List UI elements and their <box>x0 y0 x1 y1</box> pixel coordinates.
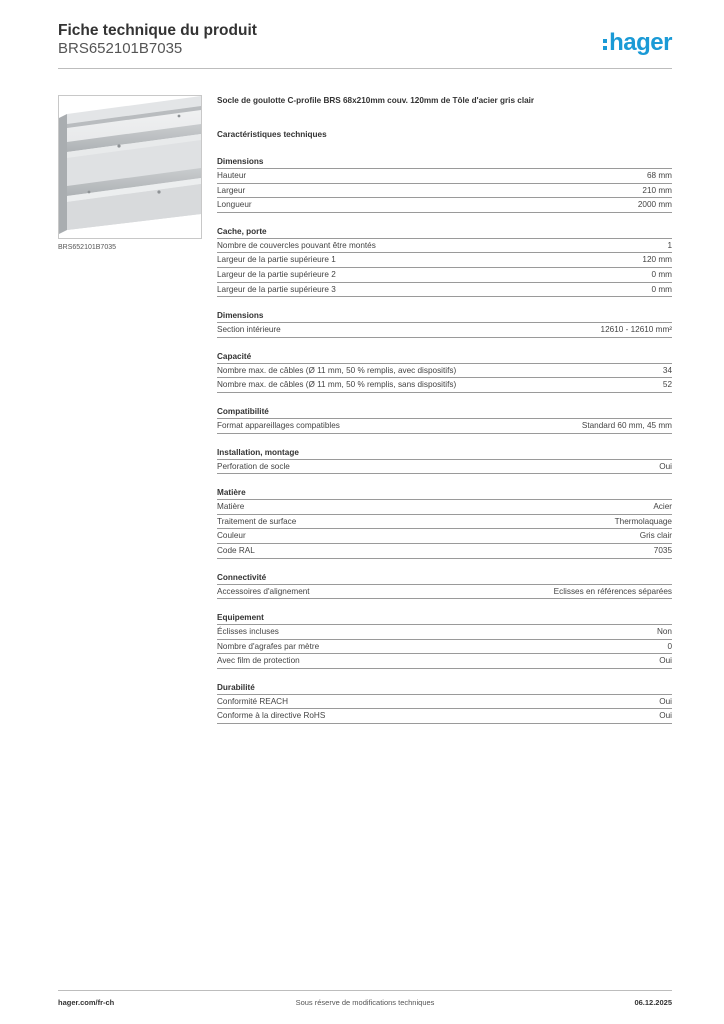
spec-label: Nombre max. de câbles (Ø 11 mm, 50 % remplis, sans dispositifs) <box>217 380 457 390</box>
spec-label: Format appareillages compatibles <box>217 420 340 430</box>
technical-characteristics-heading: Caractéristiques techniques <box>217 130 327 139</box>
spec-value: 68 mm <box>646 171 672 180</box>
spec-value: 7035 <box>653 545 672 555</box>
spec-section <box>217 682 672 724</box>
spec-label: Longueur <box>217 200 252 210</box>
spec-label: Accessoires d'alignement <box>217 586 310 596</box>
spec-section <box>217 487 672 558</box>
spec-section <box>217 447 672 475</box>
spec-label: Largeur de la partie supérieure 1 <box>217 255 336 265</box>
spec-value: Oui <box>659 711 672 721</box>
spec-section <box>217 572 672 600</box>
spec-label: Code RAL <box>217 545 255 555</box>
spec-value: Gris clair <box>639 531 672 541</box>
spec-label: Traitement de surface <box>217 516 297 526</box>
spec-row <box>217 709 672 724</box>
spec-value: Oui <box>659 696 672 706</box>
spec-value: Eclisses en références séparées <box>553 586 672 596</box>
product-code: BRS652101B7035 <box>58 40 183 57</box>
spec-row <box>217 268 672 283</box>
spec-label: Nombre de couvercles pouvant être montés <box>217 240 376 250</box>
spec-row <box>217 323 672 338</box>
spec-label: Matière <box>217 502 245 512</box>
section-title: Dimensions <box>217 310 672 323</box>
section-title: Installation, montage <box>217 447 672 460</box>
spec-row <box>217 198 672 213</box>
spec-label: Hauteur <box>217 171 247 180</box>
cable-trunking-illustration <box>59 96 201 238</box>
spec-row <box>217 253 672 268</box>
spec-row <box>217 500 672 515</box>
spec-label: Largeur <box>217 185 246 195</box>
spec-row <box>217 184 672 199</box>
spec-section <box>217 156 672 213</box>
spec-row <box>217 364 672 379</box>
spec-row <box>217 460 672 475</box>
spec-section <box>217 226 672 297</box>
spec-row <box>217 419 672 434</box>
section-title: Connectivité <box>217 572 672 585</box>
footer-website: hager.com/fr-ch <box>58 998 115 1007</box>
spec-value: 12610 - 12610 mm² <box>600 325 672 335</box>
spec-row <box>217 695 672 710</box>
image-caption: BRS652101B7035 <box>58 244 116 251</box>
logo-text: hager <box>609 29 672 56</box>
spec-row <box>217 515 672 530</box>
page-footer <box>58 998 672 1010</box>
product-image <box>58 95 202 239</box>
spec-section <box>217 310 672 338</box>
spec-label: Nombre max. de câbles (Ø 11 mm, 50 % remplis, avec dispositifs) <box>217 365 457 375</box>
spec-label: Nombre d'agrafes par mètre <box>217 641 320 651</box>
spec-value: 1 <box>667 240 672 250</box>
logo-dots-icon <box>603 39 607 50</box>
spec-row <box>217 654 672 669</box>
footer-date: 06.12.2025 <box>634 998 672 1007</box>
spec-row <box>217 169 672 184</box>
spec-label: Couleur <box>217 531 246 541</box>
spec-value: Standard 60 mm, 45 mm <box>581 420 672 430</box>
section-title: Matière <box>217 487 672 500</box>
spec-row <box>217 640 672 655</box>
spec-label: Conforme à la directive RoHS <box>217 711 326 721</box>
spec-row <box>217 625 672 640</box>
header-divider <box>58 68 672 69</box>
spec-label: Perforation de socle <box>217 461 290 471</box>
product-description: Socle de goulotte C-profile BRS 68x210mm couv. 120mm de Tôle d'acier gris clair <box>217 96 535 105</box>
footer-divider <box>58 990 672 991</box>
spec-section <box>217 612 672 669</box>
section-title: Equipement <box>217 612 672 625</box>
spec-value: 2000 mm <box>637 200 672 210</box>
section-title: Dimensions <box>217 156 672 169</box>
spec-row <box>217 544 672 559</box>
footer-notice: Sous réserve de modifications techniques <box>295 998 435 1007</box>
spec-section <box>217 406 672 434</box>
spec-value: Oui <box>659 461 672 471</box>
spec-row <box>217 585 672 600</box>
section-title: Capacité <box>217 351 672 364</box>
section-title: Durabilité <box>217 682 672 695</box>
spec-value: 0 <box>667 641 672 651</box>
spec-value: 0 mm <box>651 284 672 294</box>
page-header <box>58 22 672 70</box>
spec-label: Largeur de la partie supérieure 2 <box>217 269 336 279</box>
spec-value: Acier <box>653 502 672 512</box>
section-title: Cache, porte <box>217 226 672 239</box>
document-title: Fiche technique du produit <box>58 22 257 39</box>
spec-sections <box>217 156 672 724</box>
spec-row <box>217 283 672 298</box>
spec-row <box>217 239 672 254</box>
spec-row <box>217 378 672 393</box>
spec-row <box>217 529 672 544</box>
hager-logo <box>603 30 672 56</box>
spec-value: 52 <box>662 380 672 390</box>
spec-label: Conformité REACH <box>217 696 288 706</box>
spec-value: 34 <box>662 365 672 375</box>
section-title: Compatibilité <box>217 406 672 419</box>
spec-value: 210 mm <box>642 185 672 195</box>
spec-label: Avec film de protection <box>217 656 300 666</box>
spec-value: Thermolaquage <box>614 516 672 526</box>
spec-label: Largeur de la partie supérieure 3 <box>217 284 336 294</box>
spec-label: Éclisses incluses <box>217 627 279 637</box>
spec-content <box>217 95 672 724</box>
spec-label: Section intérieure <box>217 325 281 335</box>
spec-section <box>217 351 672 393</box>
spec-value: 120 mm <box>642 255 672 265</box>
spec-value: 0 mm <box>651 269 672 279</box>
spec-value: Oui <box>659 656 672 666</box>
spec-value: Non <box>656 627 672 637</box>
